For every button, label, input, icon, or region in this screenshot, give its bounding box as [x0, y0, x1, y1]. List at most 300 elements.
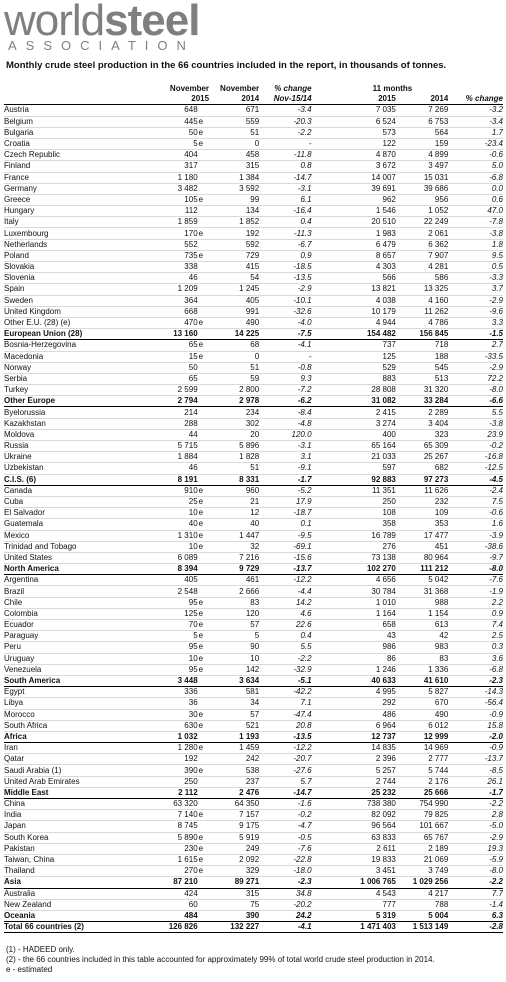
- nov-2015-cell: 445: [152, 116, 198, 127]
- ytd-2015-cell: 30 784: [337, 586, 396, 597]
- ytd-2014-cell: 451: [396, 541, 448, 552]
- estimate-flag: [198, 362, 209, 373]
- estimate-flag: [198, 407, 209, 418]
- estimate-flag: [198, 687, 209, 698]
- header-nov-a: November: [169, 84, 210, 94]
- nov-2014-cell: 120: [209, 608, 259, 619]
- nov-pct-cell: 17.9: [259, 496, 311, 507]
- worldsteel-logo: [0, 0, 506, 53]
- ytd-pct-cell: -0.6: [448, 508, 503, 519]
- nov-2014-cell: 142: [209, 664, 259, 675]
- ytd-pct-cell: -2.3: [448, 675, 503, 686]
- ytd-pct-cell: -0.9: [448, 709, 503, 720]
- country-cell: Trinidad and Tobago: [4, 541, 152, 552]
- ytd-2015-cell: 10 179: [337, 306, 396, 317]
- table-row: [4, 541, 503, 552]
- ytd-2014-cell: 545: [396, 362, 448, 373]
- nov-2014-cell: 14 225: [209, 329, 259, 340]
- ytd-pct-cell: 7.7: [448, 888, 503, 899]
- ytd-2014-cell: 97 273: [396, 474, 448, 485]
- spacer-cell: [312, 228, 337, 239]
- nov-2014-cell: 2 666: [209, 586, 259, 597]
- table-row: [4, 452, 503, 463]
- nov-2015-cell: 3 482: [152, 183, 198, 194]
- ytd-2015-cell: 486: [337, 709, 396, 720]
- ytd-pct-cell: 1.8: [448, 239, 503, 250]
- country-cell: Total 66 countries (2): [4, 922, 152, 933]
- estimate-flag: e: [198, 854, 209, 865]
- spacer-cell: [312, 687, 337, 698]
- table-row: [4, 284, 503, 295]
- country-cell: El Salvador: [4, 508, 152, 519]
- nov-pct-cell: -13.5: [259, 273, 311, 284]
- spacer-cell: [312, 642, 337, 653]
- nov-2014-cell: 458: [209, 150, 259, 161]
- nov-2014-cell: 1 245: [209, 284, 259, 295]
- ytd-pct-cell: -3.8: [448, 228, 503, 239]
- spacer-cell: [312, 608, 337, 619]
- estimate-flag: [198, 429, 209, 440]
- table-row: [4, 664, 503, 675]
- ytd-pct-cell: -9.6: [448, 306, 503, 317]
- spacer-cell: [312, 351, 337, 362]
- spacer-cell: [312, 418, 337, 429]
- spacer-cell: [312, 776, 337, 787]
- ytd-2014-cell: 25 267: [396, 452, 448, 463]
- spacer-cell: [312, 910, 337, 921]
- ytd-pct-cell: 26.1: [448, 776, 503, 787]
- nov-pct-cell: -7.2: [259, 385, 311, 396]
- nov-pct-cell: -1.6: [259, 799, 311, 810]
- ytd-pct-cell: -7.8: [448, 217, 503, 228]
- nov-2015-cell: 95: [152, 642, 198, 653]
- nov-2015-cell: 5 715: [152, 441, 198, 452]
- table-row: [4, 485, 503, 496]
- ytd-2014-cell: 586: [396, 273, 448, 284]
- country-cell: Colombia: [4, 608, 152, 619]
- ytd-2015-cell: 883: [337, 373, 396, 384]
- ytd-2015-cell: 5 257: [337, 765, 396, 776]
- ytd-pct-cell: 2.5: [448, 631, 503, 642]
- estimate-flag: e: [198, 832, 209, 843]
- ytd-2015-cell: 5 319: [337, 910, 396, 921]
- table-row: [4, 810, 503, 821]
- estimate-flag: [198, 731, 209, 742]
- spacer-cell: [312, 508, 337, 519]
- estimate-flag: [198, 206, 209, 217]
- nov-pct-cell: -4.8: [259, 418, 311, 429]
- estimate-flag: [198, 452, 209, 463]
- table-row: [4, 116, 503, 127]
- ytd-2014-cell: 65 767: [396, 832, 448, 843]
- ytd-pct-cell: 0.5: [448, 262, 503, 273]
- nov-pct-cell: 7.1: [259, 698, 311, 709]
- ytd-pct-cell: -33.5: [448, 351, 503, 362]
- ytd-2014-cell: 42: [396, 631, 448, 642]
- nov-2015-cell: 192: [152, 754, 198, 765]
- header-m-pct: % change: [448, 94, 503, 105]
- estimate-flag: [198, 396, 209, 407]
- nov-pct-cell: -0.8: [259, 362, 311, 373]
- ytd-2014-cell: 5 744: [396, 765, 448, 776]
- nov-2014-cell: 242: [209, 754, 259, 765]
- nov-pct-cell: -20.3: [259, 116, 311, 127]
- estimate-flag: [198, 474, 209, 485]
- ytd-pct-cell: 5.5: [448, 407, 503, 418]
- ytd-pct-cell: 0.9: [448, 608, 503, 619]
- spacer-cell: [312, 396, 337, 407]
- table-row: [4, 172, 503, 183]
- nov-pct-cell: -10.1: [259, 295, 311, 306]
- country-cell: Paraguay: [4, 631, 152, 642]
- estimate-flag: [198, 150, 209, 161]
- subtotal-row: [4, 675, 503, 686]
- spacer-cell: [312, 810, 337, 821]
- spacer-cell: [312, 329, 337, 340]
- ytd-2014-cell: 232: [396, 496, 448, 507]
- country-cell: North America: [4, 564, 152, 575]
- nov-pct-cell: 0.4: [259, 217, 311, 228]
- ytd-2015-cell: 573: [337, 127, 396, 138]
- estimate-flag: [198, 586, 209, 597]
- nov-2015-cell: 1 859: [152, 217, 198, 228]
- ytd-2014-cell: 156 845: [396, 329, 448, 340]
- ytd-2015-cell: 28 808: [337, 385, 396, 396]
- nov-pct-cell: -3.1: [259, 183, 311, 194]
- ytd-2015-cell: 1 546: [337, 206, 396, 217]
- ytd-2014-cell: 6 753: [396, 116, 448, 127]
- ytd-2015-cell: 566: [337, 273, 396, 284]
- spacer-cell: [312, 765, 337, 776]
- nov-pct-cell: 24.2: [259, 910, 311, 921]
- ytd-2015-cell: 1 983: [337, 228, 396, 239]
- ytd-2014-cell: 3 749: [396, 866, 448, 877]
- nov-pct-cell: -0.2: [259, 810, 311, 821]
- ytd-pct-cell: 72.2: [448, 373, 503, 384]
- report-subtitle: Monthly crude steel production in the 66 countries included in the report, in thousands of tonnes.: [6, 60, 447, 71]
- ytd-2015-cell: 3 672: [337, 161, 396, 172]
- estimate-flag: e: [198, 541, 209, 552]
- nov-pct-cell: -6.2: [259, 396, 311, 407]
- country-cell: Australia: [4, 888, 152, 899]
- spacer-cell: [312, 843, 337, 854]
- nov-2015-cell: 5 890: [152, 832, 198, 843]
- table-row: [4, 508, 503, 519]
- table-row: [4, 127, 503, 138]
- nov-2014-cell: 729: [209, 250, 259, 261]
- ytd-pct-cell: -4.5: [448, 474, 503, 485]
- ytd-2014-cell: 1 154: [396, 608, 448, 619]
- nov-2014-cell: 329: [209, 866, 259, 877]
- estimate-flag: e: [198, 351, 209, 362]
- estimate-flag: e: [198, 138, 209, 149]
- ytd-2014-cell: 613: [396, 620, 448, 631]
- nov-2015-cell: 95: [152, 664, 198, 675]
- nov-pct-cell: -2.2: [259, 127, 311, 138]
- subtotal-row: [4, 396, 503, 407]
- nov-2015-cell: 36: [152, 698, 198, 709]
- estimate-flag: [198, 552, 209, 563]
- nov-2014-cell: 0: [209, 351, 259, 362]
- nov-2014-cell: 89 271: [209, 877, 259, 888]
- country-cell: Peru: [4, 642, 152, 653]
- nov-pct-cell: -: [259, 351, 311, 362]
- ytd-2015-cell: 108: [337, 508, 396, 519]
- spacer-cell: [312, 552, 337, 563]
- nov-pct-cell: -2.9: [259, 284, 311, 295]
- ytd-2015-cell: 529: [337, 362, 396, 373]
- nov-2014-cell: 21: [209, 496, 259, 507]
- nov-2014-cell: 192: [209, 228, 259, 239]
- ytd-2015-cell: 597: [337, 463, 396, 474]
- estimate-flag: [198, 217, 209, 228]
- subtotal-row: [4, 877, 503, 888]
- nov-2014-cell: 5 919: [209, 832, 259, 843]
- subtotal-row: [4, 329, 503, 340]
- estimate-flag: [198, 161, 209, 172]
- nov-pct-cell: -9.1: [259, 463, 311, 474]
- nov-2015-cell: 230: [152, 843, 198, 854]
- estimate-flag: e: [198, 843, 209, 854]
- nov-2014-cell: 249: [209, 843, 259, 854]
- ytd-2014-cell: 17 477: [396, 530, 448, 541]
- nov-2014-cell: 0: [209, 138, 259, 149]
- estimate-flag: [198, 262, 209, 273]
- ytd-pct-cell: -2.9: [448, 832, 503, 843]
- ytd-pct-cell: -1.5: [448, 329, 503, 340]
- country-cell: Bulgaria: [4, 127, 152, 138]
- ytd-pct-cell: 15.8: [448, 720, 503, 731]
- nov-pct-cell: 5.7: [259, 776, 311, 787]
- spacer-cell: [312, 306, 337, 317]
- country-cell: Cuba: [4, 496, 152, 507]
- estimate-flag: e: [198, 127, 209, 138]
- estimate-flag: e: [198, 810, 209, 821]
- ytd-2014-cell: 80 964: [396, 552, 448, 563]
- nov-2014-cell: 234: [209, 407, 259, 418]
- ytd-2015-cell: 358: [337, 519, 396, 530]
- spacer-cell: [312, 866, 337, 877]
- nov-pct-cell: -18.0: [259, 866, 311, 877]
- ytd-pct-cell: -2.9: [448, 295, 503, 306]
- nov-2015-cell: 44: [152, 429, 198, 440]
- nov-pct-cell: -32.6: [259, 306, 311, 317]
- table-row: [4, 138, 503, 149]
- ytd-pct-cell: 1.7: [448, 127, 503, 138]
- nov-2014-cell: 12: [209, 508, 259, 519]
- footnote-2: (2) - the 66 countries included in this table accounted for approximately 99% of total world crude steel production in 2014.: [6, 955, 435, 964]
- spacer-cell: [312, 239, 337, 250]
- country-cell: France: [4, 172, 152, 183]
- nov-pct-cell: -9.5: [259, 530, 311, 541]
- spacer-cell: [312, 138, 337, 149]
- nov-2015-cell: 1 209: [152, 284, 198, 295]
- country-cell: Taiwan, China: [4, 854, 152, 865]
- spacer-cell: [312, 675, 337, 686]
- ytd-2015-cell: 250: [337, 496, 396, 507]
- ytd-2014-cell: 956: [396, 194, 448, 205]
- ytd-pct-cell: -38.6: [448, 541, 503, 552]
- table-row: [4, 496, 503, 507]
- ytd-2015-cell: 86: [337, 653, 396, 664]
- ytd-2014-cell: 754 990: [396, 799, 448, 810]
- estimate-flag: e: [198, 709, 209, 720]
- ytd-pct-cell: 2.2: [448, 597, 503, 608]
- ytd-2014-cell: 14 969: [396, 743, 448, 754]
- nov-pct-cell: -0.5: [259, 832, 311, 843]
- ytd-2015-cell: 2 611: [337, 843, 396, 854]
- ytd-2014-cell: 1 336: [396, 664, 448, 675]
- nov-2014-cell: 390: [209, 910, 259, 921]
- ytd-2014-cell: 2 189: [396, 843, 448, 854]
- nov-pct-cell: 120.0: [259, 429, 311, 440]
- ytd-2015-cell: 102 270: [337, 564, 396, 575]
- table-row: [4, 765, 503, 776]
- nov-pct-cell: -69.1: [259, 541, 311, 552]
- table-row: [4, 575, 503, 586]
- nov-pct-cell: -3.1: [259, 441, 311, 452]
- country-cell: Middle East: [4, 787, 152, 798]
- nov-pct-cell: 34.8: [259, 888, 311, 899]
- ytd-pct-cell: -16.8: [448, 452, 503, 463]
- ytd-2014-cell: 2 289: [396, 407, 448, 418]
- nov-2014-cell: 75: [209, 899, 259, 910]
- estimate-flag: [198, 418, 209, 429]
- ytd-2014-cell: 682: [396, 463, 448, 474]
- ytd-2015-cell: 2 396: [337, 754, 396, 765]
- subtotal-row: [4, 474, 503, 485]
- ytd-2014-cell: 7 269: [396, 105, 448, 116]
- ytd-2015-cell: 82 092: [337, 810, 396, 821]
- nov-pct-cell: -13.5: [259, 731, 311, 742]
- nov-2014-cell: 51: [209, 362, 259, 373]
- estimate-flag: [198, 754, 209, 765]
- estimate-flag: e: [198, 519, 209, 530]
- nov-pct-cell: 14.2: [259, 597, 311, 608]
- country-cell: Turkey: [4, 385, 152, 396]
- table-row: [4, 843, 503, 854]
- table-row: [4, 631, 503, 642]
- ytd-2014-cell: 4 160: [396, 295, 448, 306]
- spacer-cell: [312, 340, 337, 351]
- ytd-2015-cell: 1 471 403: [337, 922, 396, 933]
- estimate-flag: [198, 463, 209, 474]
- nov-2015-cell: 95: [152, 597, 198, 608]
- nov-2015-cell: 288: [152, 418, 198, 429]
- table-row: [4, 698, 503, 709]
- ytd-2014-cell: 1 513 149: [396, 922, 448, 933]
- estimate-flag: [198, 273, 209, 284]
- nov-2014-cell: 315: [209, 888, 259, 899]
- spacer-cell: [312, 541, 337, 552]
- footnote-3: e - estimated: [6, 965, 53, 974]
- country-cell: Mexico: [4, 530, 152, 541]
- table-row: [4, 217, 503, 228]
- nov-2015-cell: 60: [152, 899, 198, 910]
- country-cell: Saudi Arabia (1): [4, 765, 152, 776]
- ytd-2015-cell: 4 038: [337, 295, 396, 306]
- estimate-flag: e: [198, 866, 209, 877]
- spacer-cell: [312, 463, 337, 474]
- table-row: [4, 340, 503, 351]
- nov-2014-cell: 83: [209, 597, 259, 608]
- ytd-pct-cell: -8.0: [448, 385, 503, 396]
- estimate-flag: e: [198, 485, 209, 496]
- nov-2015-cell: 10: [152, 653, 198, 664]
- nov-2014-cell: 461: [209, 575, 259, 586]
- ytd-2014-cell: 65 309: [396, 441, 448, 452]
- nov-2015-cell: 7 140: [152, 810, 198, 821]
- nov-2014-cell: 1 447: [209, 530, 259, 541]
- nov-pct-cell: -16.4: [259, 206, 311, 217]
- estimate-flag: [198, 183, 209, 194]
- spacer-cell: [312, 899, 337, 910]
- nov-2014-cell: 134: [209, 206, 259, 217]
- country-cell: Uzbekistan: [4, 463, 152, 474]
- ytd-pct-cell: -3.2: [448, 105, 503, 116]
- nov-2015-cell: 50: [152, 362, 198, 373]
- ytd-pct-cell: -6.8: [448, 172, 503, 183]
- subtotal-row: [4, 922, 503, 933]
- spacer-cell: [312, 530, 337, 541]
- nov-2014-cell: 5: [209, 631, 259, 642]
- nov-2015-cell: 126 826: [152, 922, 198, 933]
- nov-2015-cell: 15: [152, 351, 198, 362]
- country-cell: Luxembourg: [4, 228, 152, 239]
- nov-2014-cell: 32: [209, 541, 259, 552]
- spacer-cell: [312, 854, 337, 865]
- country-cell: Austria: [4, 105, 152, 116]
- country-cell: Slovenia: [4, 273, 152, 284]
- ytd-2014-cell: 788: [396, 899, 448, 910]
- spacer-cell: [312, 172, 337, 183]
- nov-2015-cell: 8 745: [152, 821, 198, 832]
- country-cell: Iran: [4, 743, 152, 754]
- spacer-cell: [312, 474, 337, 485]
- nov-pct-cell: -11.3: [259, 228, 311, 239]
- ytd-pct-cell: -3.8: [448, 418, 503, 429]
- nov-2014-cell: 2 092: [209, 854, 259, 865]
- ytd-pct-cell: -0.2: [448, 441, 503, 452]
- table-row: [4, 441, 503, 452]
- ytd-2015-cell: 276: [337, 541, 396, 552]
- nov-pct-cell: -20.2: [259, 899, 311, 910]
- nov-pct-cell: -2.3: [259, 877, 311, 888]
- table-row: [4, 888, 503, 899]
- country-cell: C.I.S. (6): [4, 474, 152, 485]
- ytd-pct-cell: -5.9: [448, 854, 503, 865]
- ytd-2014-cell: 6 362: [396, 239, 448, 250]
- spacer-cell: [312, 496, 337, 507]
- estimate-flag: [198, 306, 209, 317]
- estimate-flag: [198, 888, 209, 899]
- ytd-2015-cell: 2 744: [337, 776, 396, 787]
- nov-pct-cell: -22.8: [259, 854, 311, 865]
- nov-2014-cell: 1 193: [209, 731, 259, 742]
- spacer-cell: [312, 429, 337, 440]
- estimate-flag: [198, 564, 209, 575]
- nov-2015-cell: 390: [152, 765, 198, 776]
- ytd-2015-cell: 11 351: [337, 485, 396, 496]
- ytd-2015-cell: 25 232: [337, 787, 396, 798]
- ytd-2014-cell: 111 212: [396, 564, 448, 575]
- ytd-2014-cell: 5 827: [396, 687, 448, 698]
- subtotal-row: [4, 731, 503, 742]
- spacer-cell: [312, 575, 337, 586]
- estimate-flag: [198, 675, 209, 686]
- ytd-pct-cell: -8.5: [448, 765, 503, 776]
- spacer-cell: [312, 150, 337, 161]
